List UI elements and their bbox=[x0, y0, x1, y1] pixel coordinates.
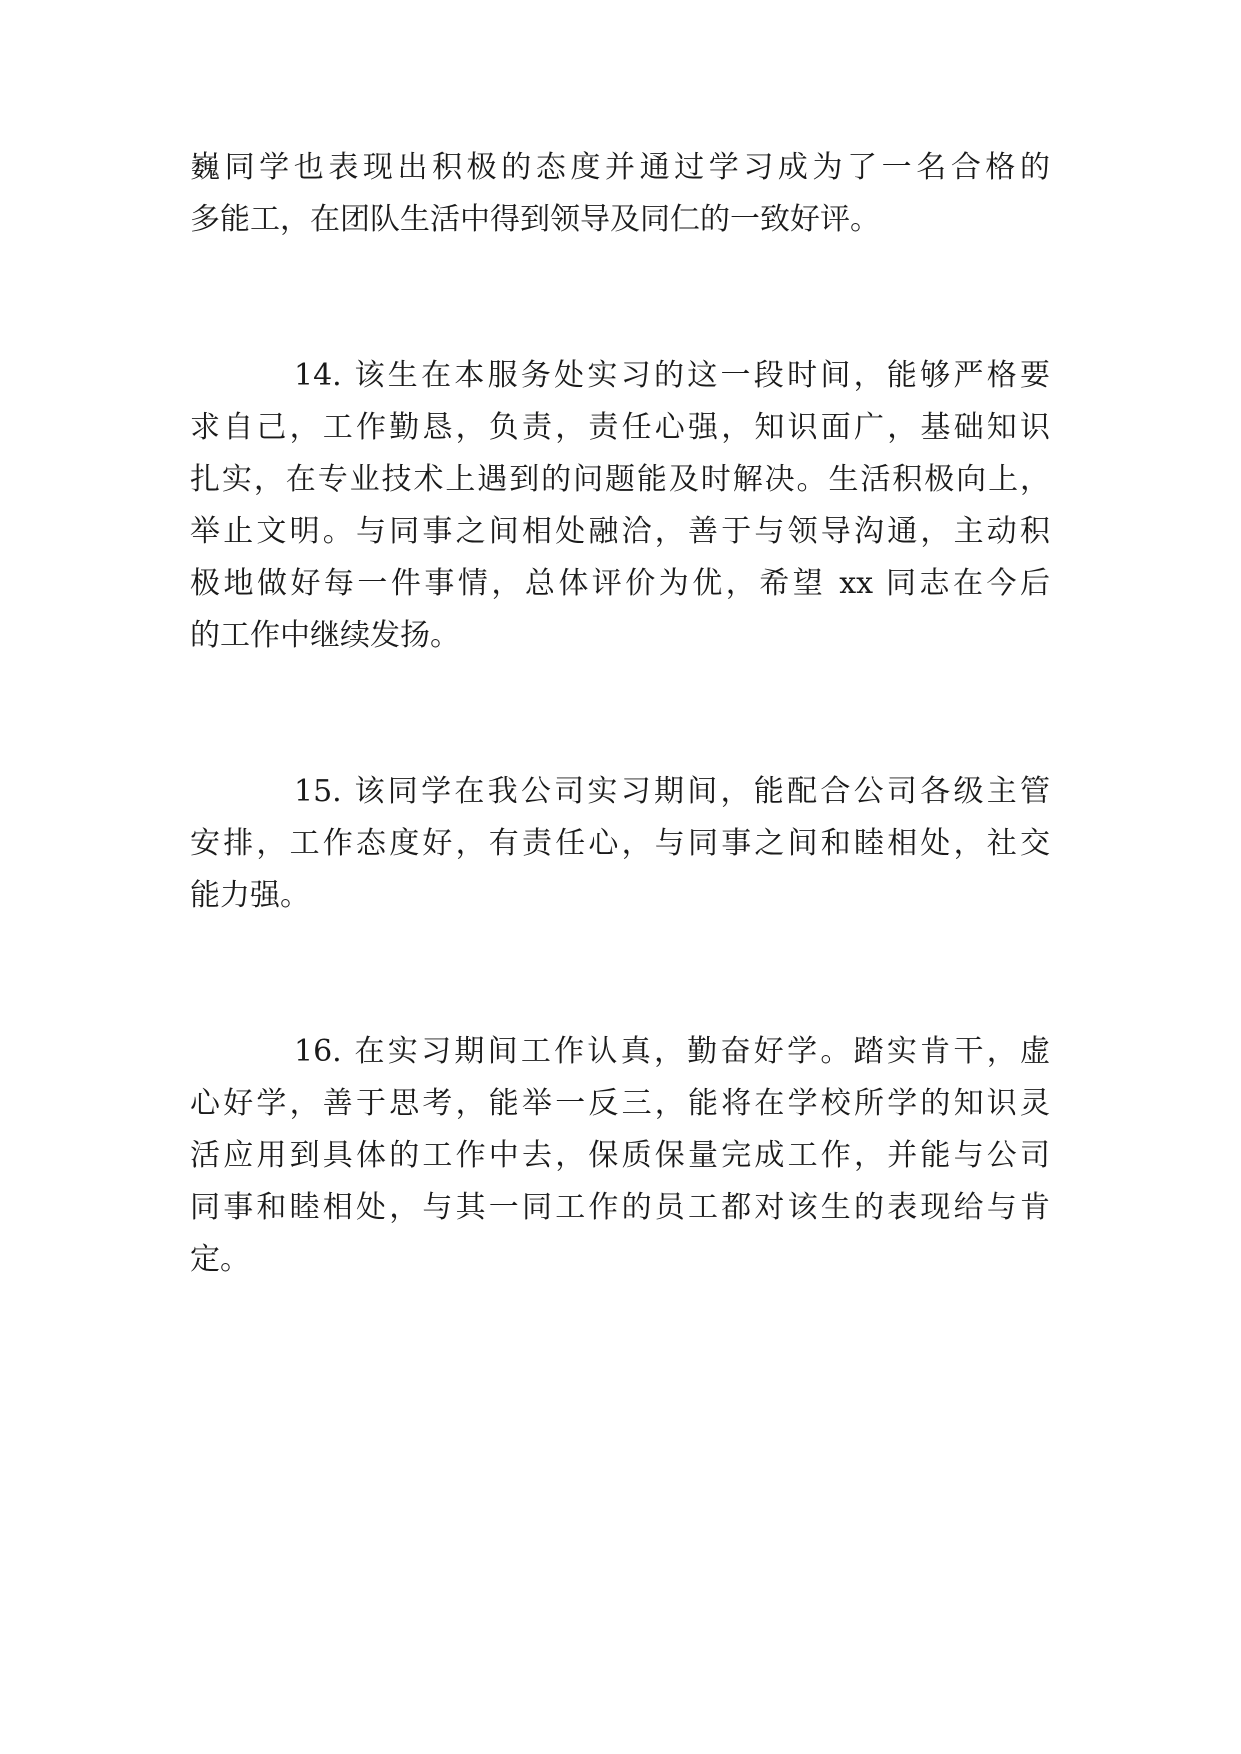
paragraph-line: 能力强。 bbox=[190, 878, 310, 913]
paragraph-line: 求自己，工作勤恳，负责，责任心强，知识面广，基础知识 bbox=[190, 410, 1050, 445]
paragraph-line: 15. 该同学在我公司实习期间，能配合公司各级主管 bbox=[294, 774, 1050, 809]
paragraph-line: 极地做好每一件事情，总体评价为优，希望 xx 同志在今后 bbox=[190, 566, 1050, 601]
paragraph-line: 多能工，在团队生活中得到领导及同仁的一致好评。 bbox=[190, 202, 880, 237]
paragraph-line: 定。 bbox=[190, 1242, 250, 1277]
paragraph-line: 举止文明。与同事之间相处融洽，善于与领导沟通，主动积 bbox=[190, 514, 1050, 549]
paragraph-line: 安排，工作态度好，有责任心，与同事之间和睦相处，社交 bbox=[190, 826, 1050, 861]
paragraph-line: 14. 该生在本服务处实习的这一段时间，能够严格要 bbox=[294, 358, 1050, 393]
paragraph-line: 同事和睦相处，与其一同工作的员工都对该生的表现给与肯 bbox=[190, 1190, 1050, 1225]
paragraph-line: 活应用到具体的工作中去，保质保量完成工作，并能与公司 bbox=[190, 1138, 1050, 1173]
paragraph-line: 心好学，善于思考，能举一反三，能将在学校所学的知识灵 bbox=[190, 1086, 1050, 1121]
paragraph-line: 巍同学也表现出积极的态度并通过学习成为了一名合格的 bbox=[190, 150, 1050, 185]
paragraph-line: 扎实，在专业技术上遇到的问题能及时解决。生活积极向上， bbox=[190, 462, 1050, 497]
paragraph-line: 的工作中继续发扬。 bbox=[190, 618, 460, 653]
paragraph-line: 16. 在实习期间工作认真，勤奋好学。踏实肯干，虚 bbox=[294, 1034, 1050, 1069]
